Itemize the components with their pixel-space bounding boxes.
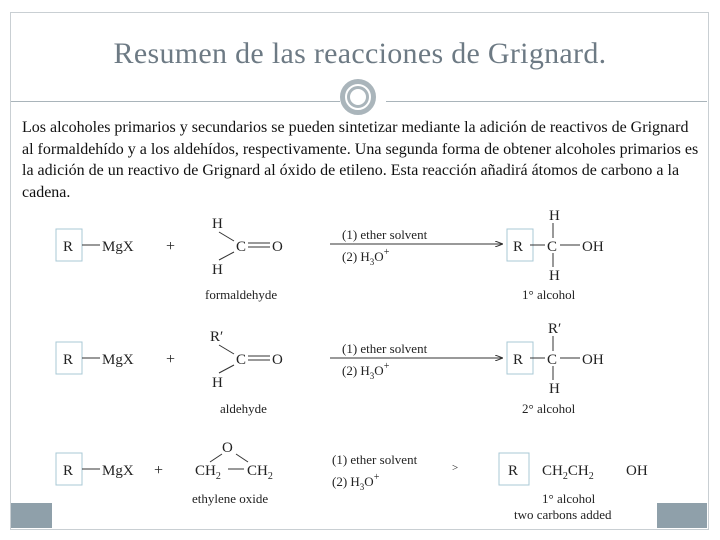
- reagent-mgx: MgX: [102, 239, 134, 255]
- atom-h: H: [549, 208, 560, 224]
- reaction-figure: [52, 205, 657, 525]
- plus-sign: +: [166, 238, 176, 255]
- atom-oh: OH: [582, 239, 604, 255]
- reagent-mgx: MgX: [102, 352, 134, 368]
- atom-o: O: [272, 352, 283, 368]
- reagent-r: R: [63, 352, 74, 368]
- reaction-step-2: (2) $H_3O^+$: [332, 472, 380, 492]
- reagent-mgx: MgX: [102, 463, 134, 479]
- atom-o: O: [222, 440, 233, 456]
- title-divider-right: [386, 101, 707, 102]
- slide-title: Resumen de las reacciones de Grignard.: [113, 37, 607, 70]
- footer-bar-left: [11, 503, 52, 528]
- atom-oh: OH: [626, 463, 648, 479]
- reactant-label: formaldehyde: [205, 287, 278, 302]
- reagent-r: R: [63, 463, 74, 479]
- atom-c: C: [547, 239, 558, 255]
- atom-r-prime: R′: [210, 329, 224, 345]
- product-label: 2° alcohol: [522, 401, 576, 416]
- reaction-row-ethylene-oxide: [56, 440, 648, 522]
- reaction-step-1: (1) ether solvent: [342, 227, 428, 242]
- plus-sign: +: [166, 351, 176, 368]
- reaction-step-2: (2) $H_3O^+$: [342, 361, 390, 381]
- ring-ch2: $CH_2$: [195, 463, 221, 482]
- product-chain: $CH_2CH_2$: [542, 463, 594, 482]
- reaction-row-formaldehyde: [56, 208, 604, 302]
- product-note: two carbons added: [514, 507, 612, 522]
- bond: [219, 345, 234, 354]
- arrow-glyph: >: [452, 462, 459, 474]
- bond: [236, 454, 248, 462]
- product-label: 1° alcohol: [542, 491, 596, 506]
- reactant-label: aldehyde: [220, 401, 267, 416]
- ring-ch2: $CH_2$: [247, 463, 273, 482]
- reaction-step-2: (2) $H_3O^+$: [342, 247, 390, 267]
- atom-h: H: [549, 268, 560, 284]
- atom-h: H: [549, 381, 560, 397]
- bond: [210, 454, 222, 462]
- title-divider-left: [11, 101, 340, 102]
- atom-o: O: [272, 239, 283, 255]
- atom-c: C: [547, 352, 558, 368]
- reagent-r: R: [63, 239, 74, 255]
- atom-h: H: [212, 262, 223, 278]
- body-paragraph: Los alcoholes primarios y secundarios se pueden sintetizar mediante la adición de reactivos de Grignard al formaldehído y a los aldehídos, respectivamente. Una segunda forma de obtener alcoholes primarios es la adición de un reactivo de Grignard al óxido de etileno. Esta reacción añadirá átomos de carbono a la cadena.: [22, 119, 699, 201]
- atom-c: C: [236, 352, 247, 368]
- plus-sign: +: [154, 462, 164, 479]
- atom-h: H: [212, 375, 223, 391]
- reaction-scheme: [52, 205, 657, 525]
- bond: [219, 232, 234, 241]
- product-r: R: [513, 239, 524, 255]
- product-r: R: [513, 352, 524, 368]
- ring-ornament-inner: [347, 86, 369, 108]
- product-label: 1° alcohol: [522, 287, 576, 302]
- atom-h: H: [212, 216, 223, 232]
- reaction-step-1: (1) ether solvent: [342, 341, 428, 356]
- atom-r-prime: R′: [548, 321, 562, 337]
- product-r: R: [508, 463, 519, 479]
- footer-bar-right: [657, 503, 707, 528]
- reaction-row-aldehyde: [56, 321, 604, 416]
- reactant-label: ethylene oxide: [192, 491, 269, 506]
- atom-oh: OH: [582, 352, 604, 368]
- reaction-step-1: (1) ether solvent: [332, 452, 418, 467]
- atom-c: C: [236, 239, 247, 255]
- bond: [219, 365, 234, 373]
- bond: [219, 252, 234, 260]
